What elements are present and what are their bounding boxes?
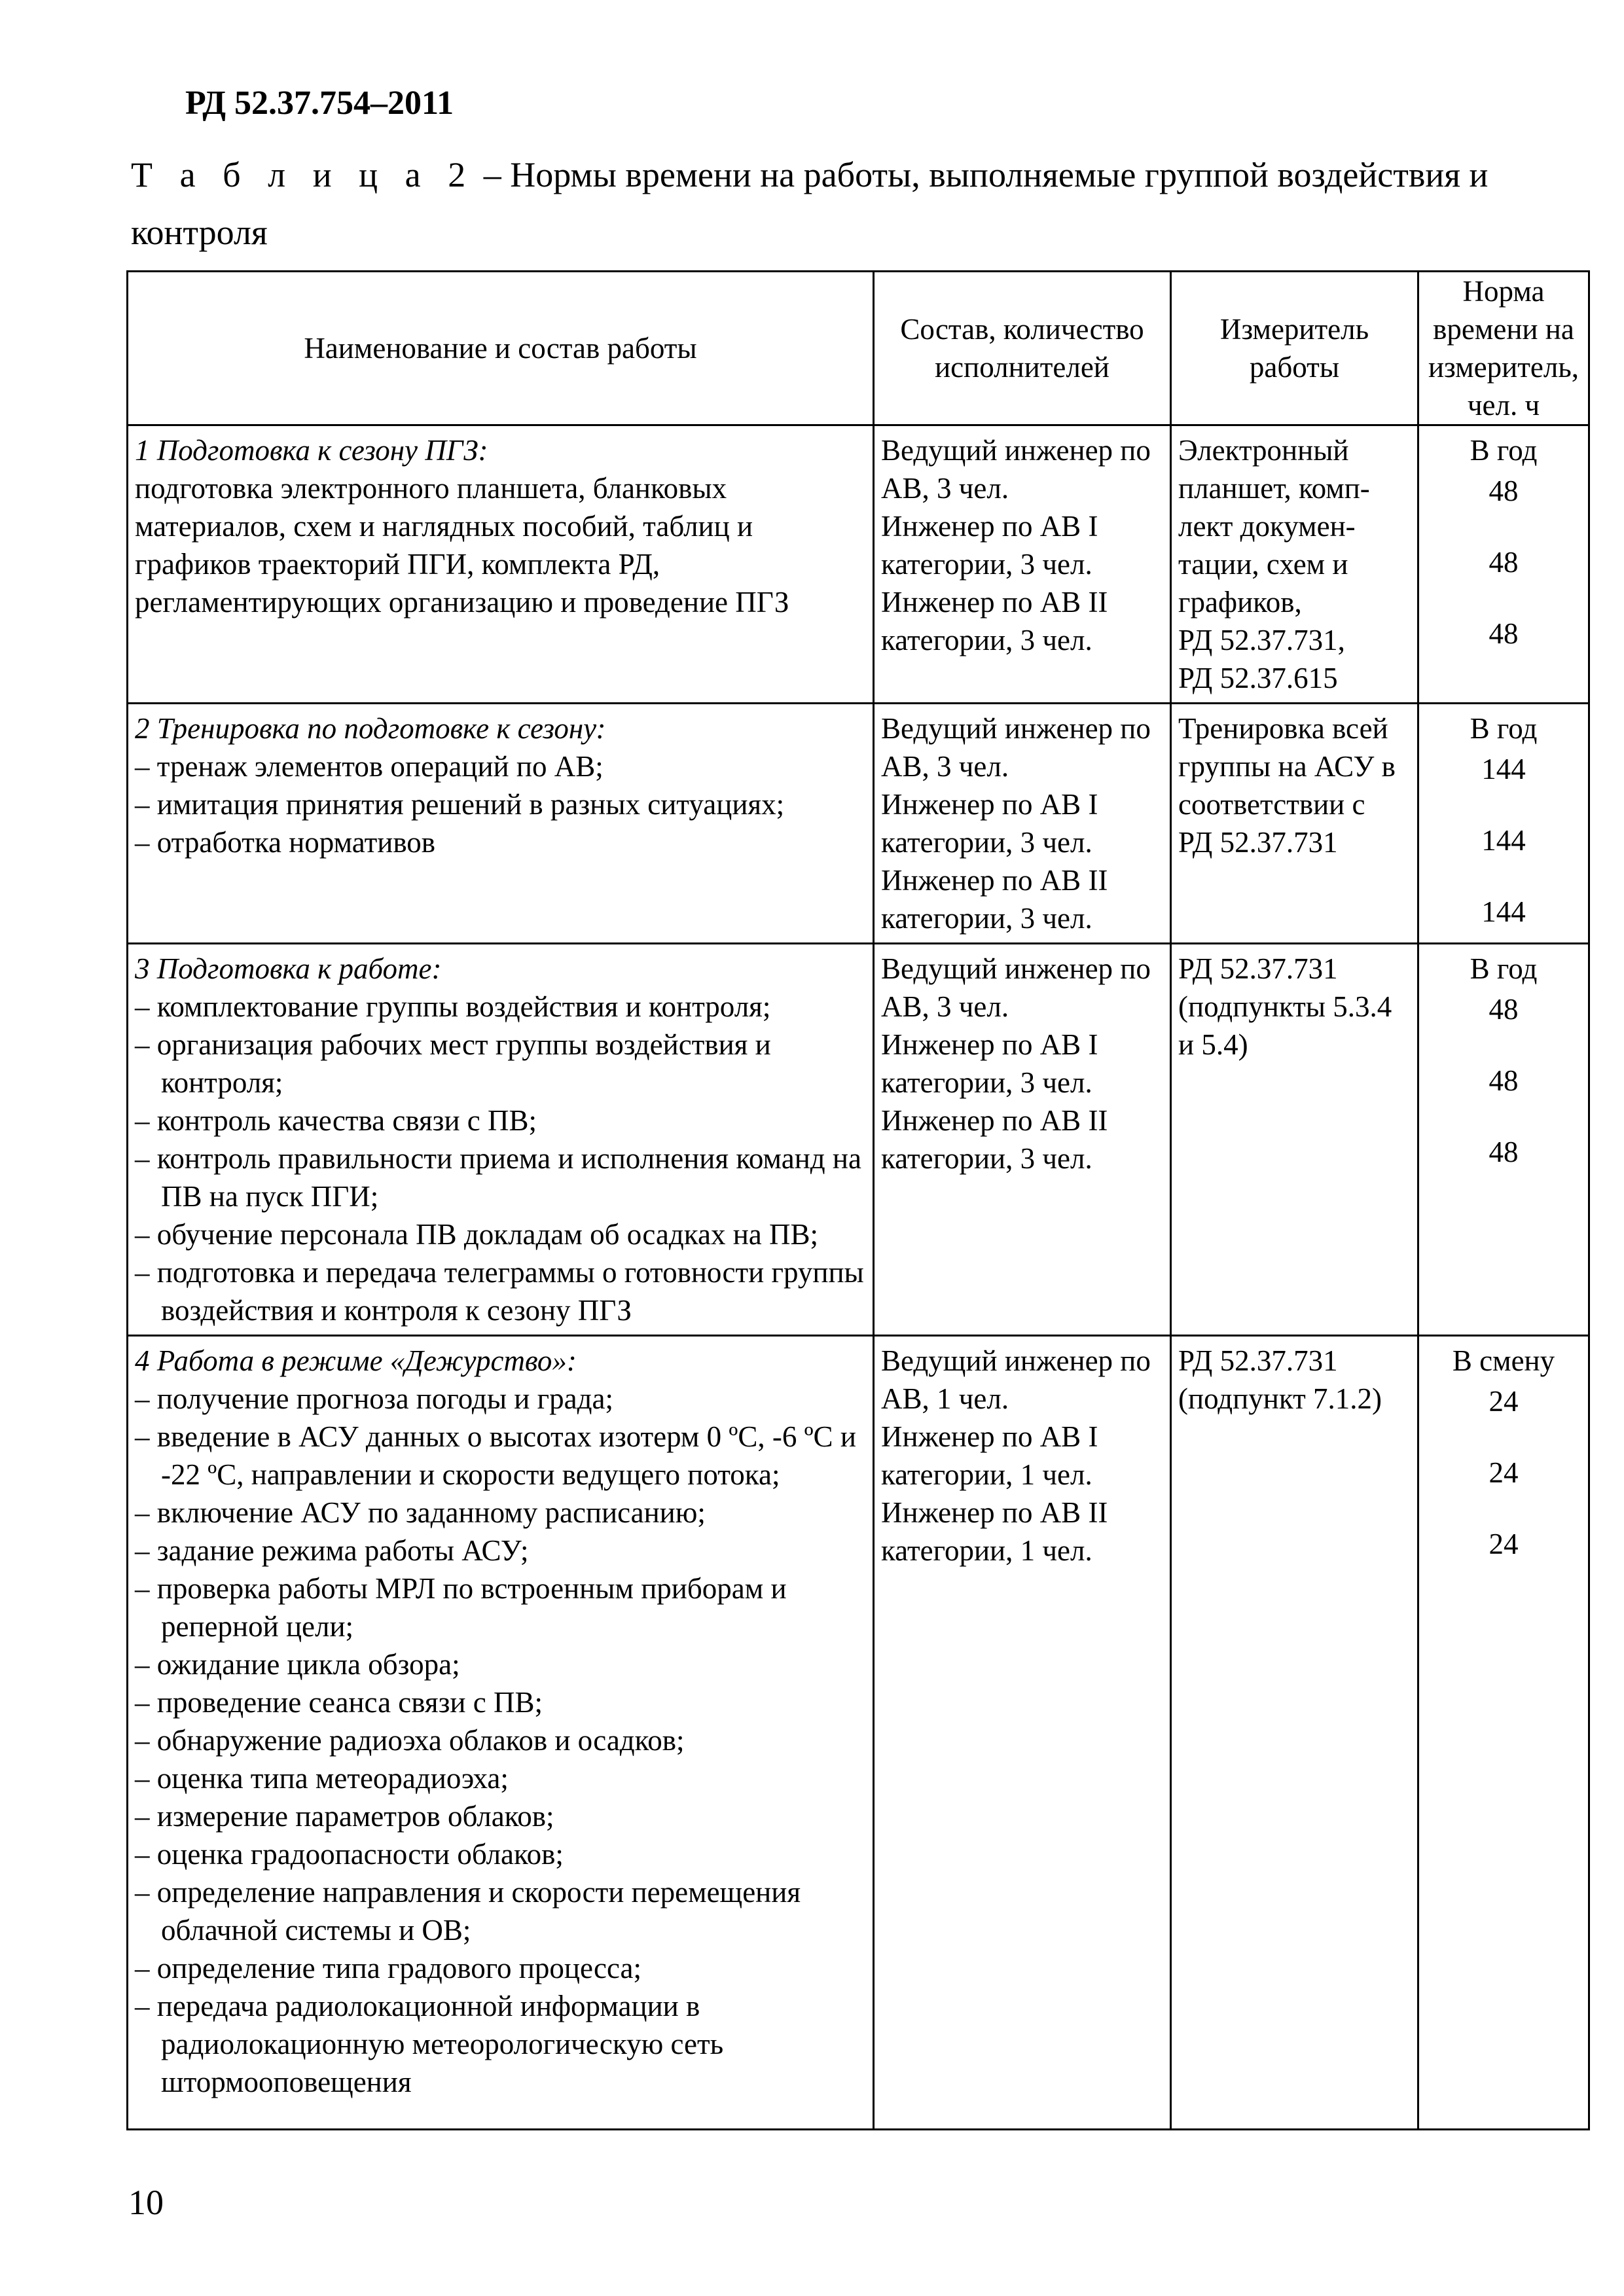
norm-value: 48 [1489,546,1519,579]
norm-value: 24 [1489,1528,1519,1560]
staff-cell [874,944,1171,1336]
work-item: – подготовка и передача телеграммы о готовности группы воздействия и контроля к сезону ПГЗ [135,1256,864,1327]
work-item: подготовка электронного планшета, бланковых материалов, схем и наглядных пособий, таблиц и графиков траекторий ПГИ, комплекта РД, регламентирующих организацию и проведение ПГЗ [135,472,789,619]
meter-line: группы на АСУ в [1178,750,1396,783]
header-work-name: Наименование и состав работы [128,272,874,425]
meter-cell [1171,944,1418,1336]
norm-value: 24 [1489,1385,1519,1418]
norm-cell [1418,1336,1589,2130]
header-norm: Норма времени на измеритель, чел. ч [1418,272,1589,425]
work-item: – получение прогноза погоды и града; [135,1382,613,1415]
meter-cell [1171,425,1418,704]
table-row [128,704,1589,944]
work-item: – введение в АСУ данных о высотах изотерм 0 ºС, -6 ºС и -22 ºС, направлении и скорости ведущего потока; [135,1420,856,1491]
norm-value: 48 [1489,617,1519,650]
norm-value: 144 [1481,753,1526,785]
section-title: 1 Подготовка к сезону ПГЗ: [135,434,488,467]
table-row [128,425,1589,704]
staff-cell [874,1336,1171,2130]
meter-line: РД 52.37.731 [1178,952,1338,985]
work-item: – ожидание цикла обзора; [135,1648,460,1681]
work-item: – отработка нормативов [135,826,436,859]
staff-line: Инженер по АВ II категории, 3 чел. [881,864,1108,935]
work-item: – определение типа градового процесса; [135,1952,642,1984]
work-cell [128,425,874,704]
work-item: – определение направления и скорости перемещения облачной системы и ОВ; [135,1876,801,1946]
meter-line: графиков, [1178,586,1302,619]
staff-line: Инженер по АВ I категории, 1 чел. [881,1420,1098,1491]
table-caption-label: Т а б л и ц а 2 [131,155,475,194]
meter-line: РД 52.37.731 [1178,1344,1338,1377]
work-cell [128,1336,874,2130]
table-header-row [128,272,1589,425]
staff-cell [874,425,1171,704]
document-code: РД 52.37.754–2011 [185,84,454,122]
work-item: – тренаж элементов операций по АВ; [135,750,604,783]
work-item: – обнаружение радиоэха облаков и осадков; [135,1724,685,1757]
table-row [128,944,1589,1336]
norm-cell [1418,425,1589,704]
norm-value: 144 [1481,895,1526,928]
work-item: – обучение персонала ПВ докладам об осадках на ПВ; [135,1218,819,1251]
page-number: 10 [128,2183,164,2222]
norm-period: В год [1470,952,1538,985]
work-item: – передача радиолокационной информации в радиолокационную метеорологическую сеть штормооповещения [135,1990,724,2098]
meter-line: РД 52.37.731, [1178,624,1345,656]
meter-line: тации, схем и [1178,548,1348,581]
work-item: – задание режима работы АСУ; [135,1534,529,1567]
work-item: – проверка работы МРЛ по встроенным приборам и реперной цели; [135,1572,787,1643]
norm-period: В год [1470,712,1538,745]
meter-line: РД 52.37.731 [1178,826,1338,859]
norm-period: В год [1470,434,1538,467]
header-staff: Состав, количество исполнителей [874,272,1171,425]
norm-cell [1418,944,1589,1336]
meter-line: лект докумен- [1178,510,1356,543]
work-item: – измерение параметров облаков; [135,1800,554,1833]
staff-line: Ведущий инженер по АВ, 1 чел. [881,1344,1151,1415]
meter-line: соответствии с [1178,788,1365,821]
work-item: – оценка градоопасности облаков; [135,1838,564,1871]
staff-line: Инженер по АВ I категории, 3 чел. [881,510,1098,581]
work-cell [128,704,874,944]
norm-value: 144 [1481,824,1526,857]
staff-line: Инженер по АВ II категории, 1 чел. [881,1496,1108,1567]
norms-table [126,270,1590,2130]
meter-cell [1171,704,1418,944]
work-item: – организация рабочих мест группы воздействия и контроля; [135,1028,771,1099]
work-item: – имитация принятия решений в разных ситуациях; [135,788,785,821]
norm-period: В смену [1452,1344,1555,1377]
norm-value: 48 [1489,993,1519,1026]
staff-line: Инженер по АВ II категории, 3 чел. [881,586,1108,656]
meter-line: Электронный планшет, комп- [1178,434,1370,505]
staff-line: Инженер по АВ II категории, 3 чел. [881,1104,1108,1175]
meter-line: (подпункты 5.3.4 [1178,990,1392,1023]
work-item: – оценка типа метеорадиоэха; [135,1762,509,1795]
staff-line: Инженер по АВ I категории, 3 чел. [881,788,1098,859]
meter-line: (подпункт 7.1.2) [1178,1382,1382,1415]
work-item: – контроль качества связи с ПВ; [135,1104,537,1137]
work-cell [128,944,874,1336]
work-item: – комплектование группы воздействия и контроля; [135,990,771,1023]
work-item: – включение АСУ по заданному расписанию; [135,1496,706,1529]
meter-line: Тренировка всей [1178,712,1388,745]
meter-line: РД 52.37.615 [1178,662,1338,694]
header-meter: Измеритель работы [1171,272,1418,425]
work-item: – контроль правильности приема и исполнения команд на ПВ на пуск ПГИ; [135,1142,861,1213]
staff-line: Инженер по АВ I категории, 3 чел. [881,1028,1098,1099]
norm-value: 48 [1489,1064,1519,1097]
table-row [128,1336,1589,2130]
norm-value: 48 [1489,475,1519,507]
norm-cell [1418,704,1589,944]
section-title: 2 Тренировка по подготовке к сезону: [135,712,606,745]
section-title: 3 Подготовка к работе: [135,952,442,985]
staff-line: Ведущий инженер по АВ, 3 чел. [881,434,1151,505]
norm-value: 24 [1489,1456,1519,1489]
staff-line: Ведущий инженер по АВ, 3 чел. [881,712,1151,783]
norm-value: 48 [1489,1136,1519,1168]
staff-line: Ведущий инженер по АВ, 3 чел. [881,952,1151,1023]
staff-cell [874,704,1171,944]
table-caption-text: – Нормы времени на работы, выполняемые группой воздействия и контроля [131,155,1489,252]
section-title: 4 Работа в режиме «Дежурство»: [135,1344,577,1377]
meter-cell [1171,1336,1418,2130]
meter-line: и 5.4) [1178,1028,1248,1061]
work-item: – проведение сеанса связи с ПВ; [135,1686,543,1719]
table-caption [131,146,1558,261]
